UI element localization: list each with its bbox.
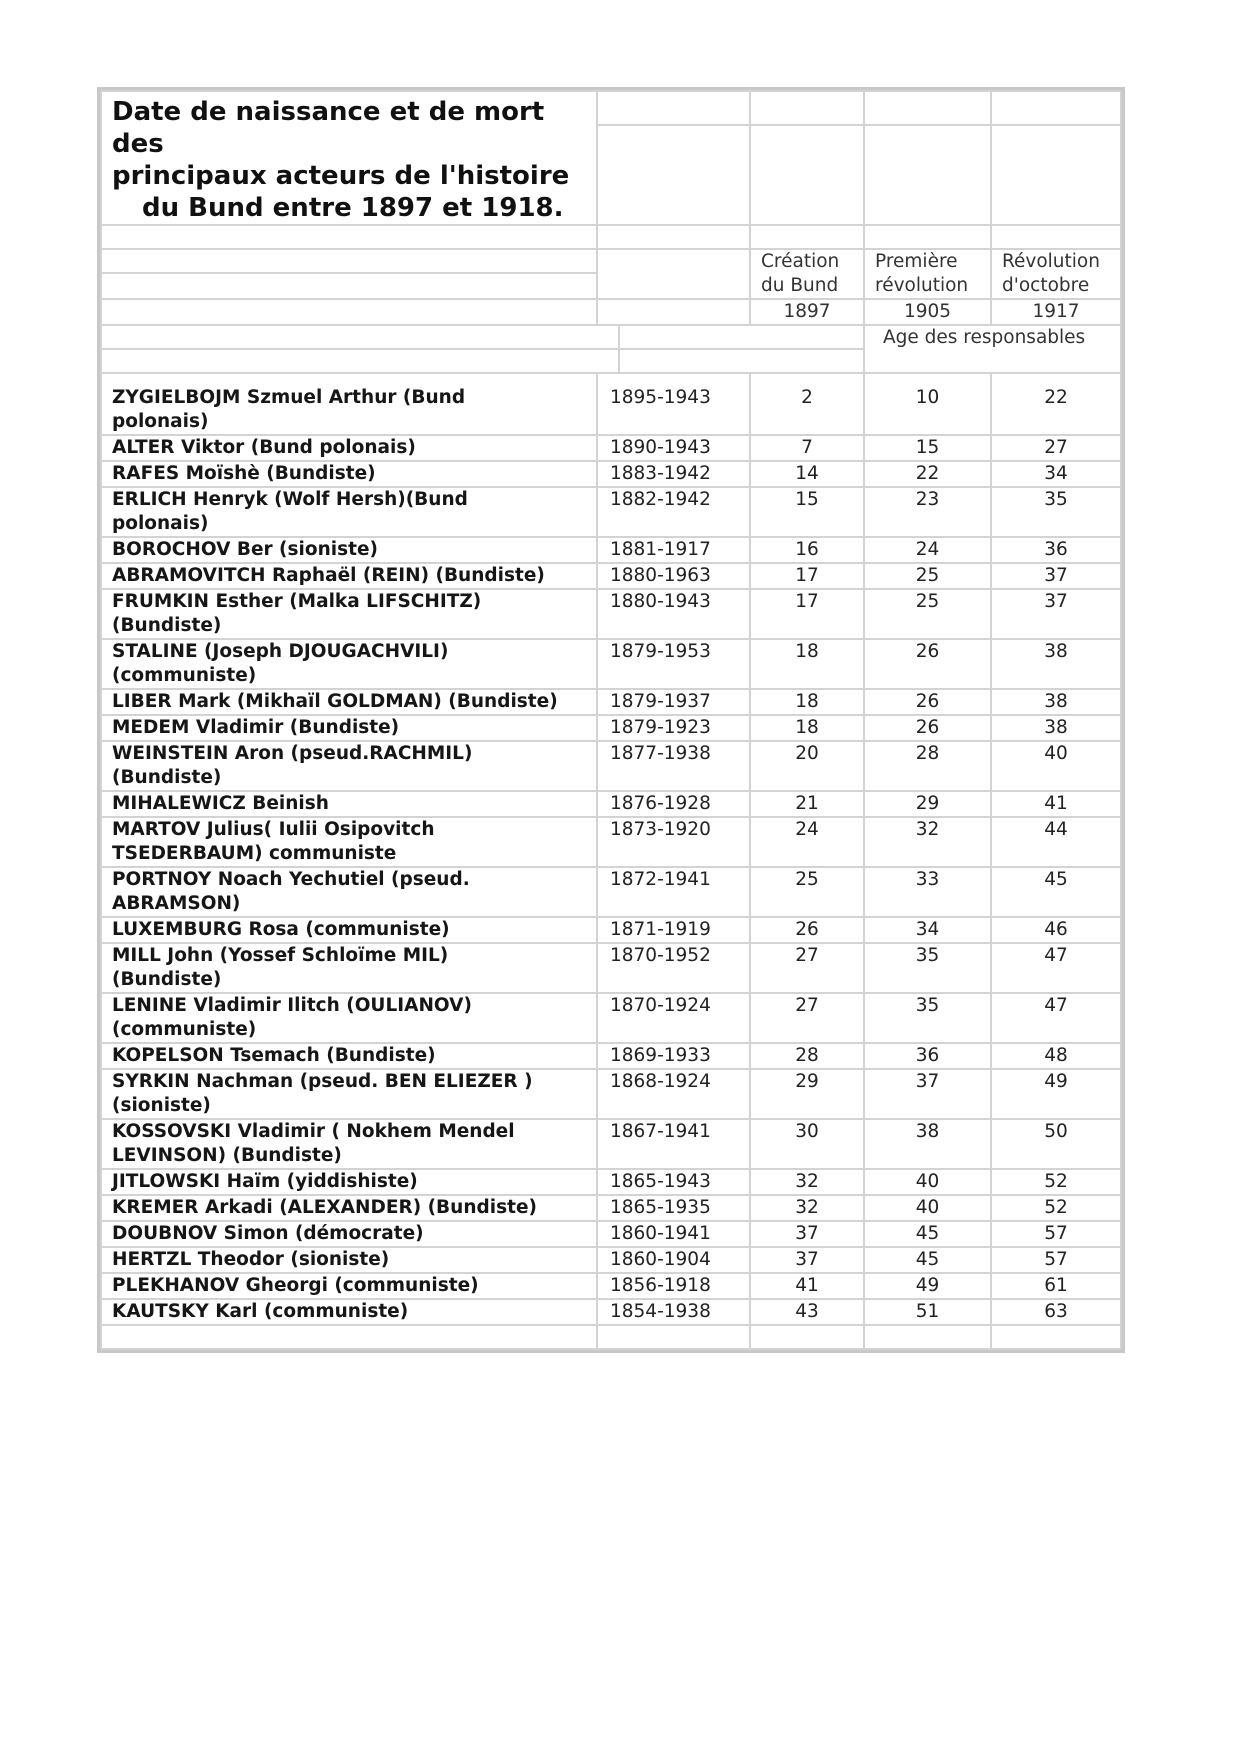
person-name [101, 373, 597, 435]
age-1905: 45 [864, 1221, 991, 1247]
life-dates: 1865-1943 [597, 1169, 750, 1195]
person-name-line: FRUMKIN Esther (Malka LIFSCHITZ) [112, 591, 482, 612]
empty-cell [619, 325, 864, 373]
person-name-line: (Bundiste) [112, 615, 222, 636]
age-1917: 36 [991, 537, 1121, 563]
life-dates: 1873-1920 [597, 817, 750, 867]
age-1897: 2 [750, 373, 864, 435]
table-row [101, 943, 1121, 993]
life-dates: 1890-1943 [597, 435, 750, 461]
age-1917: 44 [991, 817, 1121, 867]
person-name-line: MEDEM Vladimir (Bundiste) [112, 717, 400, 738]
table-row [101, 689, 1121, 715]
leaders-table [100, 90, 1122, 1350]
person-name-line: LENINE Vladimir Ilitch (OULIANOV) [112, 995, 472, 1016]
table-row [101, 373, 1121, 435]
title-line-3: du Bund entre 1897 et 1918. [142, 193, 564, 223]
empty-cell [597, 1325, 750, 1349]
age-1917: 22 [991, 373, 1121, 435]
age-1917: 37 [991, 589, 1121, 639]
person-name [101, 741, 597, 791]
age-1905: 34 [864, 917, 991, 943]
life-dates: 1876-1928 [597, 791, 750, 817]
age-1897: 15 [750, 487, 864, 537]
age-1905: 33 [864, 867, 991, 917]
age-1917: 49 [991, 1069, 1121, 1119]
table-row [101, 435, 1121, 461]
table-title [101, 91, 597, 225]
title-line-2: principaux acteurs de l'histoire [112, 161, 570, 191]
empty-cell [750, 91, 864, 125]
person-name-line: polonais) [112, 411, 209, 432]
person-name [101, 1169, 597, 1195]
age-1905: 35 [864, 993, 991, 1043]
year-1917: 1917 [991, 299, 1121, 325]
age-1917: 61 [991, 1273, 1121, 1299]
life-dates: 1881-1917 [597, 537, 750, 563]
person-name-line: KOSSOVSKI Vladimir ( Nokhem Mendel [112, 1121, 515, 1142]
year-1905: 1905 [864, 299, 991, 325]
age-1905: 24 [864, 537, 991, 563]
age-1897: 41 [750, 1273, 864, 1299]
table-row [101, 1119, 1121, 1169]
age-1897: 30 [750, 1119, 864, 1169]
person-name [101, 589, 597, 639]
person-name [101, 993, 597, 1043]
person-name-line: LUXEMBURG Rosa (communiste) [112, 919, 450, 940]
empty-cell [864, 225, 991, 249]
age-1917: 38 [991, 715, 1121, 741]
person-name-line: MARTOV Julius( Iulii Osipovitch [112, 819, 435, 840]
age-1917: 47 [991, 993, 1121, 1043]
table-row [101, 1247, 1121, 1273]
age-1905: 32 [864, 817, 991, 867]
age-1917: 27 [991, 435, 1121, 461]
age-1917: 38 [991, 639, 1121, 689]
age-1897: 28 [750, 1043, 864, 1069]
life-dates: 1867-1941 [597, 1119, 750, 1169]
empty-cell [864, 1325, 991, 1349]
title-row [101, 91, 1121, 125]
person-name-line: ERLICH Henryk (Wolf Hersh)(Bund [112, 489, 468, 510]
age-1917: 46 [991, 917, 1121, 943]
person-name-line: WEINSTEIN Aron (pseud.RACHMIL) [112, 743, 473, 764]
table-row [101, 993, 1121, 1043]
person-name-line: ZYGIELBOJM Szmuel Arthur (Bund [112, 387, 466, 408]
empty-cell [991, 125, 1121, 226]
person-name [101, 1069, 597, 1119]
age-1897: 37 [750, 1247, 864, 1273]
age-1905: 26 [864, 715, 991, 741]
table-row [101, 867, 1121, 917]
table-row [101, 461, 1121, 487]
age-1905: 22 [864, 461, 991, 487]
age-1905: 38 [864, 1119, 991, 1169]
age-1897: 16 [750, 537, 864, 563]
age-1917: 57 [991, 1247, 1121, 1273]
age-1917: 52 [991, 1195, 1121, 1221]
person-name [101, 1273, 597, 1299]
life-dates: 1869-1933 [597, 1043, 750, 1069]
age-1917: 47 [991, 943, 1121, 993]
age-1917: 34 [991, 461, 1121, 487]
empty-cell [991, 1325, 1121, 1349]
age-1905: 49 [864, 1273, 991, 1299]
table-row [101, 487, 1121, 537]
person-name [101, 689, 597, 715]
age-1897: 25 [750, 867, 864, 917]
age-1897: 29 [750, 1069, 864, 1119]
table-row [101, 817, 1121, 867]
life-dates: 1880-1963 [597, 563, 750, 589]
age-1897: 18 [750, 715, 864, 741]
life-dates: 1860-1941 [597, 1221, 750, 1247]
age-1905: 26 [864, 689, 991, 715]
empty-cell [597, 225, 750, 249]
life-dates: 1880-1943 [597, 589, 750, 639]
person-name-line: PLEKHANOV Gheorgi (communiste) [112, 1275, 479, 1296]
table-row [101, 917, 1121, 943]
age-1917: 50 [991, 1119, 1121, 1169]
empty-cell [101, 249, 597, 299]
person-name [101, 537, 597, 563]
life-dates: 1895-1943 [597, 373, 750, 435]
empty-cell [597, 91, 750, 125]
life-dates: 1870-1924 [597, 993, 750, 1043]
age-1897: 32 [750, 1195, 864, 1221]
age-1905: 36 [864, 1043, 991, 1069]
age-1897: 24 [750, 817, 864, 867]
table-row [101, 1299, 1121, 1325]
age-1917: 57 [991, 1221, 1121, 1247]
life-dates: 1879-1937 [597, 689, 750, 715]
table-row [101, 1043, 1121, 1069]
person-name [101, 487, 597, 537]
person-name [101, 867, 597, 917]
age-1897: 32 [750, 1169, 864, 1195]
age-1905: 25 [864, 589, 991, 639]
age-1917: 40 [991, 741, 1121, 791]
age-1905: 37 [864, 1069, 991, 1119]
person-name [101, 715, 597, 741]
table-row [101, 537, 1121, 563]
age-1905: 15 [864, 435, 991, 461]
age-1897: 21 [750, 791, 864, 817]
person-name-line: (communiste) [112, 1019, 257, 1040]
person-name-line: (sioniste) [112, 1095, 211, 1116]
life-dates: 1879-1923 [597, 715, 750, 741]
table-row [101, 1273, 1121, 1299]
person-name-line: polonais) [112, 513, 209, 534]
life-dates: 1879-1953 [597, 639, 750, 689]
year-1897: 1897 [750, 299, 864, 325]
person-name-line: JITLOWSKI Haïm (yiddishiste) [112, 1171, 418, 1192]
col-revolution-header: Révolution d'octobre [991, 249, 1121, 299]
life-dates: 1860-1904 [597, 1247, 750, 1273]
table-row [101, 639, 1121, 689]
column-heading-row [101, 249, 1121, 299]
table-row [101, 1221, 1121, 1247]
person-name-line: ABRAMOVITCH Raphaël (REIN) (Bundiste) [112, 565, 545, 586]
person-name-line: LEVINSON) (Bundiste) [112, 1145, 342, 1166]
age-1905: 23 [864, 487, 991, 537]
person-name-line: RAFES Moïshè (Bundiste) [112, 463, 376, 484]
blank-row [101, 1325, 1121, 1349]
person-name-line: ALTER Viktor (Bund polonais) [112, 437, 416, 458]
empty-cell [750, 1325, 864, 1349]
person-name-line: TSEDERBAUM) communiste [112, 843, 397, 864]
person-name-line: ABRAMSON) [112, 893, 241, 914]
life-dates: 1872-1941 [597, 867, 750, 917]
life-dates: 1868-1924 [597, 1069, 750, 1119]
person-name-line: MIHALEWICZ Beinish [112, 793, 329, 814]
title-line-1: Date de naissance et de mort des [112, 97, 545, 159]
person-name-line: KAUTSKY Karl (communiste) [112, 1301, 409, 1322]
table-row [101, 1195, 1121, 1221]
empty-cell [597, 299, 750, 325]
age-1905: 40 [864, 1169, 991, 1195]
table-row [101, 563, 1121, 589]
empty-cell [864, 91, 991, 125]
life-dates: 1856-1918 [597, 1273, 750, 1299]
year-row [101, 299, 1121, 325]
age-1897: 14 [750, 461, 864, 487]
empty-cell [864, 125, 991, 226]
person-name [101, 817, 597, 867]
life-dates: 1854-1938 [597, 1299, 750, 1325]
life-dates: 1882-1942 [597, 487, 750, 537]
person-name-line: (communiste) [112, 665, 257, 686]
age-1905: 25 [864, 563, 991, 589]
person-name-line: STALINE (Joseph DJOUGACHVILI) [112, 641, 449, 662]
age-1917: 48 [991, 1043, 1121, 1069]
age-1897: 37 [750, 1221, 864, 1247]
life-dates: 1870-1952 [597, 943, 750, 993]
age-1917: 41 [991, 791, 1121, 817]
empty-cell [101, 1325, 597, 1349]
empty-cell [101, 225, 597, 249]
person-name [101, 943, 597, 993]
age-1905: 10 [864, 373, 991, 435]
empty-cell [597, 249, 750, 299]
age-1905: 28 [864, 741, 991, 791]
person-name-line: (Bundiste) [112, 969, 222, 990]
age-1905: 35 [864, 943, 991, 993]
person-name [101, 917, 597, 943]
life-dates: 1865-1935 [597, 1195, 750, 1221]
table-row [101, 589, 1121, 639]
col-creation-header: Création du Bund [750, 249, 864, 299]
document-sheet [100, 90, 1120, 1350]
empty-cell [597, 125, 750, 226]
age-1917: 63 [991, 1299, 1121, 1325]
person-name [101, 639, 597, 689]
empty-cell [101, 325, 619, 373]
life-dates: 1871-1919 [597, 917, 750, 943]
person-name-line: MILL John (Yossef Schloïme MIL) [112, 945, 449, 966]
age-1897: 18 [750, 689, 864, 715]
empty-cell [101, 299, 597, 325]
age-1905: 40 [864, 1195, 991, 1221]
table-row [101, 1069, 1121, 1119]
age-1917: 38 [991, 689, 1121, 715]
age-1897: 17 [750, 589, 864, 639]
person-name [101, 1247, 597, 1273]
age-1905: 26 [864, 639, 991, 689]
person-name-line: HERTZL Theodor (sioniste) [112, 1249, 390, 1270]
col-premiere-header: Première révolution [864, 249, 991, 299]
person-name-line: SYRKIN Nachman (pseud. BEN ELIEZER ) [112, 1071, 533, 1092]
age-label: Age des responsables [864, 325, 1121, 373]
table-row [101, 715, 1121, 741]
age-1897: 27 [750, 993, 864, 1043]
age-1917: 35 [991, 487, 1121, 537]
age-1897: 17 [750, 563, 864, 589]
person-name-line: KREMER Arkadi (ALEXANDER) (Bundiste) [112, 1197, 537, 1218]
age-1905: 29 [864, 791, 991, 817]
age-1917: 52 [991, 1169, 1121, 1195]
empty-cell [991, 91, 1121, 125]
life-dates: 1883-1942 [597, 461, 750, 487]
empty-cell [750, 125, 864, 226]
person-name [101, 563, 597, 589]
person-name [101, 1299, 597, 1325]
blank-row [101, 225, 1121, 249]
age-1917: 37 [991, 563, 1121, 589]
age-1905: 45 [864, 1247, 991, 1273]
person-name-line: PORTNOY Noach Yechutiel (pseud. [112, 869, 470, 890]
age-1905: 51 [864, 1299, 991, 1325]
age-1897: 7 [750, 435, 864, 461]
person-name-line: BOROCHOV Ber (sioniste) [112, 539, 378, 560]
person-name-line: LIBER Mark (Mikhaïl GOLDMAN) (Bundiste) [112, 691, 558, 712]
person-name [101, 1221, 597, 1247]
empty-cell [750, 225, 864, 249]
person-name [101, 435, 597, 461]
person-name [101, 1119, 597, 1169]
age-1917: 45 [991, 867, 1121, 917]
person-name-line: KOPELSON Tsemach (Bundiste) [112, 1045, 436, 1066]
person-name [101, 461, 597, 487]
age-label-row [101, 325, 1121, 373]
person-name [101, 1043, 597, 1069]
table-row [101, 1169, 1121, 1195]
age-1897: 20 [750, 741, 864, 791]
table-row [101, 791, 1121, 817]
person-name-line: DOUBNOV Simon (démocrate) [112, 1223, 424, 1244]
person-name [101, 791, 597, 817]
table-row [101, 741, 1121, 791]
person-name-line: (Bundiste) [112, 767, 222, 788]
age-1897: 27 [750, 943, 864, 993]
age-1897: 43 [750, 1299, 864, 1325]
age-1897: 26 [750, 917, 864, 943]
empty-cell [991, 225, 1121, 249]
age-1897: 18 [750, 639, 864, 689]
life-dates: 1877-1938 [597, 741, 750, 791]
person-name [101, 1195, 597, 1221]
